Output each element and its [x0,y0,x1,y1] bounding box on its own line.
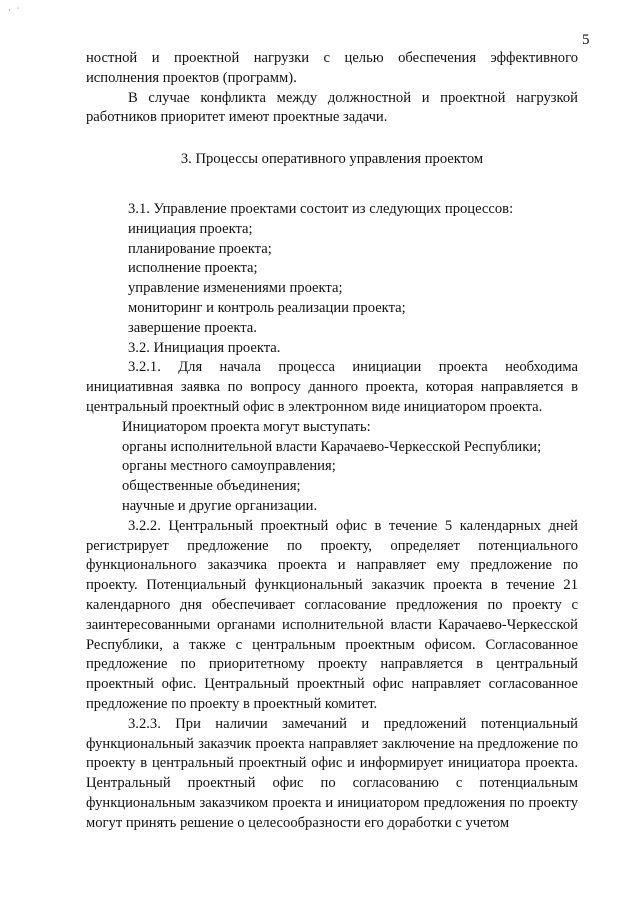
clause-3-2-3: 3.2.3. При наличии замечаний и предложений потенциальный функциональный заказчик проекта направляет заключение на предложение по проекту в центральный проектный офис и информирует инициатора проекта. Центральный проектный офис по согласованию с потенциальным функциональным заказчиком проекта и инициатором предложения по проекту могут принять решение о целесообразности его доработки с учетом [86,715,578,831]
section-heading: 3. Процессы оперативного управления проектом [180,151,484,168]
clause-3-1: 3.1. Управление проектами состоит из следующих процессов: [128,200,514,217]
list-item: мониторинг и контроль реализации проекта; [128,299,406,316]
clause-3-2-1: 3.2.1. Для начала процесса инициации проекта необходима инициативная заявка по вопросу данного проекта, которая направляется в центральный проектный офис в электронном виде инициатором проекта. [86,359,578,415]
list-item: завершение проекта. [128,319,257,336]
list-item: общественные объединения; [122,478,301,495]
list-item: планирование проекта; [128,240,272,257]
clause-3-2-2: 3.2.2. Центральный проектный офис в течение 5 календарных дней регистрирует предложение по проекту, определяет потенциального функционального заказчика проекта и направляет ему предложение по проекту. Потенциальный функциональный заказчик проекта в течение 21 календарного дня обеспечивает согласование предложения по проекту с заинтересованными органами исполнительной власти Карачаево-Черкесской Республики, а также с центральным проектным офисом. Согласованное предложение по приоритетному проекту направляется в центральный проектный офис. Центральный проектный офис направляет согласованное предложение по проекту в проектный комитет. [86,517,578,712]
clause-3-2: 3.2. Инициация проекта. [128,339,281,356]
list-item: инициация проекта; [128,220,253,237]
list-item: органы исполнительной власти Карачаево-Черкесской Республики; [122,438,542,455]
page-number: 5 [582,32,590,48]
scan-specks: · ˙ [8,6,22,15]
list-item: органы местного самоуправления; [122,458,336,475]
initiators-intro: Инициатором проекта могут выступать: [122,418,371,435]
list-item: исполнение проекта; [128,260,258,277]
paragraph-conflict-priority: В случае конфликта между должностной и проектной нагрузкой работников приоритет имеют проектные задачи. [86,89,578,126]
list-item: научные и другие организации. [122,497,318,514]
paragraph-continuation: ностной и проектной нагрузки с целью обеспечения эффективного исполнения проектов (программ). [86,50,578,86]
list-item: управление изменениями проекта; [128,280,343,297]
document-body [86,49,578,833]
